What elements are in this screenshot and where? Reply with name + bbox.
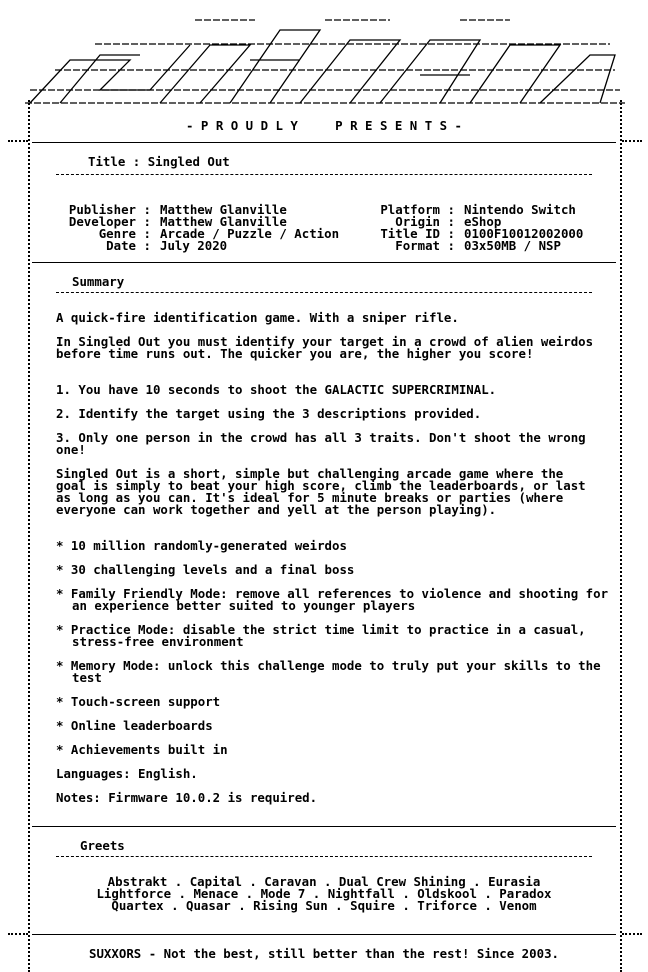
feature-bullet: * Memory Mode: unlock this challenge mode to truly put your skills to the test [56, 658, 601, 685]
feature-bullet: * Achievements built in [56, 742, 228, 757]
divider [32, 262, 616, 263]
presents-banner: - P R O U D L Y P R E S E N T S - [185, 118, 462, 133]
languages-text: Languages: English. [56, 766, 198, 781]
feature-bullet: * 10 million randomly-generated weirdos [56, 538, 347, 553]
divider [32, 826, 616, 827]
info-value: July 2020 [160, 238, 228, 253]
summary-step: 3. Only one person in the crowd has all 3 traits. Don't shoot the wrong one! [56, 430, 586, 457]
dashed-divider [56, 174, 592, 175]
greets-line: Lightforce . Menace . Mode 7 . Nightfall . Oldskool . Paradox [96, 886, 552, 901]
summary-intro: A quick-fire identification game. With a sniper rifle. [56, 310, 459, 325]
frame-dots [8, 933, 28, 935]
greets-line: Abstrakt . Capital . Caravan . Dual Crew Shining . Eurasia [107, 874, 541, 889]
info-label: Platform [380, 202, 440, 217]
frame-dots [8, 140, 28, 142]
info-label: Genre [98, 226, 136, 241]
suxxors-ascii-logo [0, 0, 648, 112]
info-label: Format [395, 238, 440, 253]
divider [32, 934, 616, 935]
info-label: Origin [395, 214, 440, 229]
dashed-divider [56, 856, 592, 857]
divider [32, 142, 616, 143]
info-label: Publisher [68, 202, 136, 217]
info-label: Date [106, 238, 136, 253]
info-value: 0100F10012002000 [464, 226, 584, 241]
summary-step: 1. You have 10 seconds to shoot the GALACTIC SUPERCRIMINAL. [56, 382, 497, 397]
feature-bullet: * Practice Mode: disable the strict time limit to practice in a casual, stress-free environment [56, 622, 586, 649]
frame-left-border [28, 100, 30, 972]
info-value: eShop [464, 214, 502, 229]
feature-bullet: * 30 challenging levels and a final boss [56, 562, 355, 577]
info-label: Developer [68, 214, 136, 229]
feature-bullet: * Online leaderboards [56, 718, 213, 733]
title-row: Title : Singled Out [88, 154, 230, 169]
summary-paragraph: In Singled Out you must identify your target in a crowd of alien weirdos before time runs out. The quicker you are, the higher you score! [56, 334, 594, 361]
frame-right-border [620, 100, 622, 972]
frame-dots [622, 933, 642, 935]
footer-tagline: SUXXORS - Not the best, still better than the rest! Since 2003. [89, 946, 559, 961]
info-value: Nintendo Switch [464, 202, 576, 217]
info-left: Publisher : Matthew Glanville Developer : Matthew Glanville Genre : Arcade / Puzzle / Action Date : July 2020 [56, 192, 339, 264]
summary-step: 2. Identify the target using the 3 descriptions provided. [56, 406, 482, 421]
greets-line: Quartex . Quasar . Rising Sun . Squire . Triforce . Venom [111, 898, 537, 913]
feature-bullet: * Family Friendly Mode: remove all references to violence and shooting for an experience better suited to younger players [56, 586, 609, 613]
info-value: Matthew Glanville [160, 214, 287, 229]
frame-dots [622, 140, 642, 142]
title-value: Singled Out [147, 154, 230, 169]
greets-heading: Greets [80, 838, 125, 853]
title-label: Title [88, 154, 126, 169]
info-value: Arcade / Puzzle / Action [160, 226, 340, 241]
summary-paragraph: Singled Out is a short, simple but challenging arcade game where the goal is simply to beat your high score, climb the leaderboards, or last as long as you can. It's ideal for 5 minute breaks or parties (where everyone can work together and yell at the person playing). [56, 466, 586, 517]
info-value: 03x50MB / NSP [464, 238, 561, 253]
dashed-divider [56, 292, 592, 293]
info-value: Matthew Glanville [160, 202, 287, 217]
summary-heading: Summary [72, 274, 125, 289]
feature-bullet: * Touch-screen support [56, 694, 221, 709]
info-label: Title ID [380, 226, 440, 241]
info-right: Platform : Nintendo Switch Origin : eShop Title ID : 0100F10012002000 Format : 03x50MB / NSP [376, 192, 583, 264]
notes-text: Notes: Firmware 10.0.2 is required. [56, 790, 318, 805]
